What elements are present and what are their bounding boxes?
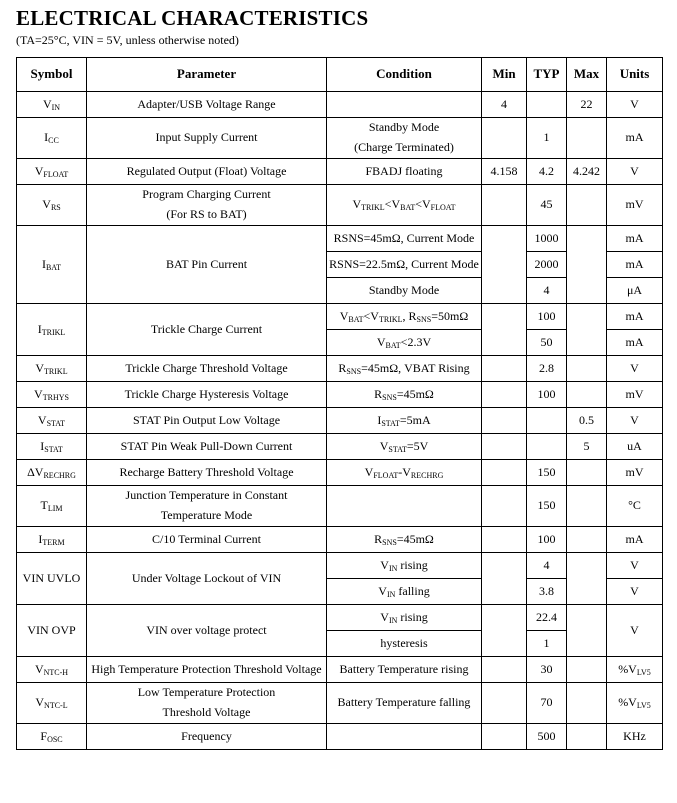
condition-cell: $R_{SNS}=45m\Omega$ (327, 382, 482, 408)
symbol-cell: $I_{TRIKL}$ (17, 304, 87, 356)
parameter-cell: Trickle Charge Current (87, 304, 327, 356)
max-cell (567, 118, 607, 159)
symbol-cell: $V_{TRIKL}$ (17, 356, 87, 382)
header-max: Max (567, 58, 607, 92)
units-cell: mA (607, 330, 663, 356)
table-row (17, 92, 663, 118)
max-cell (567, 356, 607, 382)
max-cell (567, 553, 607, 605)
symbol-cell: $I_{CC}$ (17, 118, 87, 159)
typ-cell: 45 (527, 185, 567, 226)
table-row (17, 527, 663, 553)
units-cell: uA (607, 434, 663, 460)
condition-cell: Battery Temperature falling (327, 683, 482, 724)
max-cell (567, 185, 607, 226)
condition-cell: $V_{IN}$ falling (327, 579, 482, 605)
units-cell: mA (607, 304, 663, 330)
parameter-cell: Junction Temperature in Constant Temperature Mode (87, 486, 327, 527)
condition-cell: $V_{FLOAT}-V_{RECHRG}$ (327, 460, 482, 486)
units-cell: V (607, 605, 663, 657)
header-units: Units (607, 58, 663, 92)
condition-cell: $I_{STAT}=5mA$ (327, 408, 482, 434)
parameter-cell: Regulated Output (Float) Voltage (87, 159, 327, 185)
max-cell: 0.5 (567, 408, 607, 434)
table-row (17, 434, 663, 460)
symbol-cell: VIN UVLO (17, 553, 87, 605)
min-cell (482, 553, 527, 605)
typ-cell: 500 (527, 724, 567, 750)
table-row (17, 486, 663, 527)
symbol-cell: $I_{STAT}$ (17, 434, 87, 460)
units-cell: KHz (607, 724, 663, 750)
min-cell (482, 304, 527, 356)
min-cell (482, 434, 527, 460)
units-cell: $\%V_{LV5}$ (607, 657, 663, 683)
max-cell (567, 382, 607, 408)
symbol-cell: $V_{IN}$ (17, 92, 87, 118)
condition-cell: $V_{BAT}<2.3V$ (327, 330, 482, 356)
max-cell (567, 486, 607, 527)
condition-cell: Battery Temperature rising (327, 657, 482, 683)
table-row (17, 657, 663, 683)
parameter-cell: STAT Pin Output Low Voltage (87, 408, 327, 434)
condition-cell: FBADJ floating (327, 159, 482, 185)
typ-cell: 2.8 (527, 356, 567, 382)
typ-cell: 150 (527, 486, 567, 527)
typ-cell (527, 408, 567, 434)
typ-cell: 1000 (527, 226, 567, 252)
header-typ: TYP (527, 58, 567, 92)
max-cell (567, 460, 607, 486)
max-cell (567, 304, 607, 356)
symbol-cell: $V_{NTC-L}$ (17, 683, 87, 724)
condition-cell: Standby Mode (Charge Terminated) (327, 118, 482, 159)
typ-cell: 100 (527, 304, 567, 330)
table-row (17, 185, 663, 226)
page-title: ELECTRICAL CHARACTERISTICS (16, 6, 369, 30)
parameter-cell: Input Supply Current (87, 118, 327, 159)
min-cell (482, 185, 527, 226)
units-cell: mA (607, 118, 663, 159)
parameter-cell: Program Charging Current (For RS to BAT) (87, 185, 327, 226)
min-cell (482, 683, 527, 724)
symbol-cell: $V_{NTC-H}$ (17, 657, 87, 683)
parameter-cell: Low Temperature Protection Threshold Voltage (87, 683, 327, 724)
typ-cell: 70 (527, 683, 567, 724)
symbol-cell: $I_{TERM}$ (17, 527, 87, 553)
max-cell (567, 605, 607, 657)
typ-cell: 1 (527, 631, 567, 657)
min-cell (482, 657, 527, 683)
electrical-characteristics-table (16, 57, 663, 750)
units-cell: V (607, 408, 663, 434)
condition-cell (327, 92, 482, 118)
units-cell: μA (607, 278, 663, 304)
condition-cell: RSNS=22.5mΩ, Current Mode (327, 252, 482, 278)
min-cell: 4.158 (482, 159, 527, 185)
header-min: Min (482, 58, 527, 92)
units-cell: V (607, 579, 663, 605)
condition-cell: Standby Mode (327, 278, 482, 304)
table-row (17, 226, 663, 252)
units-cell: V (607, 159, 663, 185)
symbol-cell: $V_{FLOAT}$ (17, 159, 87, 185)
table-row (17, 460, 663, 486)
min-cell (482, 226, 527, 304)
condition-cell (327, 486, 482, 527)
table-row (17, 683, 663, 724)
page-subtitle: (TA=25°C, VIN = 5V, unless otherwise noted) (16, 33, 239, 47)
min-cell: 4 (482, 92, 527, 118)
typ-cell: 3.8 (527, 579, 567, 605)
parameter-cell: Under Voltage Lockout of VIN (87, 553, 327, 605)
min-cell (482, 527, 527, 553)
units-cell: V (607, 92, 663, 118)
min-cell (482, 356, 527, 382)
units-cell: V (607, 356, 663, 382)
condition-cell: $V_{IN}$ rising (327, 553, 482, 579)
table-row (17, 553, 663, 579)
typ-cell: 4.2 (527, 159, 567, 185)
symbol-cell: $I_{BAT}$ (17, 226, 87, 304)
table-row (17, 605, 663, 631)
max-cell (567, 724, 607, 750)
condition-cell: RSNS=45mΩ, Current Mode (327, 226, 482, 252)
typ-cell (527, 92, 567, 118)
table-row (17, 382, 663, 408)
typ-cell: 100 (527, 527, 567, 553)
units-cell: mV (607, 460, 663, 486)
parameter-cell: C/10 Terminal Current (87, 527, 327, 553)
parameter-cell: BAT Pin Current (87, 226, 327, 304)
typ-cell: 30 (527, 657, 567, 683)
parameter-cell: Trickle Charge Threshold Voltage (87, 356, 327, 382)
max-cell: 22 (567, 92, 607, 118)
parameter-cell: VIN over voltage protect (87, 605, 327, 657)
typ-cell: 50 (527, 330, 567, 356)
typ-cell: 2000 (527, 252, 567, 278)
max-cell: 4.242 (567, 159, 607, 185)
symbol-cell: VIN OVP (17, 605, 87, 657)
condition-cell: $V_{BAT}<V_{TRIKL}$, $R_{SNS}=50m\Omega$ (327, 304, 482, 330)
parameter-cell: Trickle Charge Hysteresis Voltage (87, 382, 327, 408)
typ-cell (527, 434, 567, 460)
symbol-cell: $F_{OSC}$ (17, 724, 87, 750)
typ-cell: 22.4 (527, 605, 567, 631)
max-cell (567, 226, 607, 304)
min-cell (482, 408, 527, 434)
table-row (17, 408, 663, 434)
typ-cell: 1 (527, 118, 567, 159)
table-row (17, 304, 663, 330)
condition-cell (327, 724, 482, 750)
condition-cell: $V_{TRIKL}<V_{BAT}<V_{FLOAT}$ (327, 185, 482, 226)
symbol-cell: $V_{RS}$ (17, 185, 87, 226)
table-row (17, 356, 663, 382)
header-parameter: Parameter (87, 58, 327, 92)
symbol-cell: $\Delta V_{RECHRG}$ (17, 460, 87, 486)
condition-cell: $V_{IN}$ rising (327, 605, 482, 631)
min-cell (482, 118, 527, 159)
condition-cell: $V_{STAT}=5V$ (327, 434, 482, 460)
typ-cell: 4 (527, 278, 567, 304)
units-cell: mA (607, 252, 663, 278)
units-cell: mV (607, 382, 663, 408)
units-cell: mA (607, 226, 663, 252)
min-cell (482, 605, 527, 657)
header-condition: Condition (327, 58, 482, 92)
table-row (17, 724, 663, 750)
symbol-cell: $V_{TRHYS}$ (17, 382, 87, 408)
header-symbol: Symbol (17, 58, 87, 92)
min-cell (482, 724, 527, 750)
min-cell (482, 460, 527, 486)
table-row (17, 118, 663, 159)
typ-cell: 150 (527, 460, 567, 486)
parameter-cell: High Temperature Protection Threshold Voltage (87, 657, 327, 683)
condition-cell: $R_{SNS}=45m\Omega$, VBAT Rising (327, 356, 482, 382)
units-cell: mV (607, 185, 663, 226)
max-cell: 5 (567, 434, 607, 460)
parameter-cell: Adapter/USB Voltage Range (87, 92, 327, 118)
units-cell: V (607, 553, 663, 579)
symbol-cell: $T_{LIM}$ (17, 486, 87, 527)
table-row (17, 159, 663, 185)
max-cell (567, 683, 607, 724)
min-cell (482, 486, 527, 527)
condition-cell: hysteresis (327, 631, 482, 657)
parameter-cell: STAT Pin Weak Pull-Down Current (87, 434, 327, 460)
parameter-cell: Frequency (87, 724, 327, 750)
typ-cell: 100 (527, 382, 567, 408)
units-cell: $\%V_{LV5}$ (607, 683, 663, 724)
max-cell (567, 527, 607, 553)
condition-cell: $R_{SNS}=45m\Omega$ (327, 527, 482, 553)
parameter-cell: Recharge Battery Threshold Voltage (87, 460, 327, 486)
max-cell (567, 657, 607, 683)
table-header-row (17, 58, 663, 92)
symbol-cell: $V_{STAT}$ (17, 408, 87, 434)
units-cell: °C (607, 486, 663, 527)
typ-cell: 4 (527, 553, 567, 579)
units-cell: mA (607, 527, 663, 553)
min-cell (482, 382, 527, 408)
